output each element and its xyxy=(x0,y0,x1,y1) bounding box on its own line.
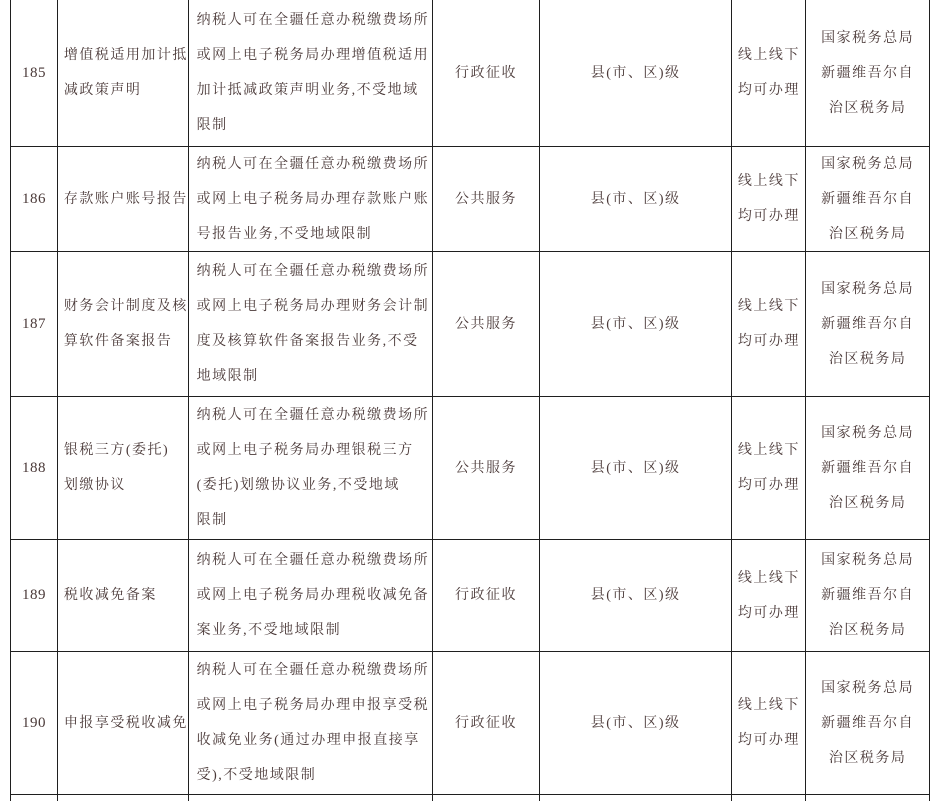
cell-description xyxy=(189,252,433,396)
cell-authority xyxy=(806,795,929,801)
authority-line: 国家税务总局 xyxy=(821,30,915,46)
cell-description xyxy=(189,540,433,651)
channel-line: 线上线下 xyxy=(737,698,800,713)
authority-line: 新疆维吾尔自 xyxy=(821,191,915,207)
authority-line: 治区税务局 xyxy=(828,495,907,511)
level-label: 县(市、区)级 xyxy=(590,588,681,603)
cell-category xyxy=(433,147,540,251)
cell-item-name xyxy=(58,147,189,251)
description-line: 受),不受地域限制 xyxy=(196,768,317,783)
description-line: 或网上电子税务局办理税收减免备 xyxy=(196,588,430,603)
cell-item-name xyxy=(58,540,189,651)
authority-line: 国家税务总局 xyxy=(821,553,915,568)
channel-line: 均可办理 xyxy=(737,605,800,621)
description-line: 或网上电子税务局办理财务会计制 xyxy=(196,299,430,314)
level-label: 县(市、区)级 xyxy=(590,65,681,81)
description-line: 限制 xyxy=(196,513,228,528)
channel-line: 均可办理 xyxy=(737,83,800,98)
item-name-line: 减政策声明 xyxy=(63,83,142,98)
item-name-line: 增值税适用加计抵 xyxy=(63,48,188,63)
authority-line: 治区税务局 xyxy=(828,750,907,766)
cell-description xyxy=(189,147,433,251)
cell-level xyxy=(540,795,733,801)
cell-number xyxy=(11,652,58,794)
description-line: 或网上电子税务局办理申报享受税 xyxy=(196,698,430,713)
channel-line: 线上线下 xyxy=(737,174,800,189)
cell-category xyxy=(433,540,540,651)
authority-line: 国家税务总局 xyxy=(821,156,915,172)
category-label: 行政征收 xyxy=(454,65,517,81)
description-line: 或网上电子税务局办理增值税适用 xyxy=(196,48,430,63)
cell-number xyxy=(11,147,58,251)
authority-line: 新疆维吾尔自 xyxy=(821,65,915,81)
item-name-line: 划缴协议 xyxy=(63,478,126,493)
description-line: 或网上电子税务局办理存款账户账 xyxy=(196,191,430,207)
cell-channel xyxy=(732,0,806,146)
description-line: 号报告业务,不受地域限制 xyxy=(196,226,373,242)
description-line: 或网上电子税务局办理银税三方 xyxy=(196,443,414,458)
channel-line: 均可办理 xyxy=(737,334,800,349)
item-name-line: 存款账户账号报告 xyxy=(63,191,188,207)
channel-line: 均可办理 xyxy=(737,209,800,224)
cell-description xyxy=(189,397,433,539)
channel-line: 线上线下 xyxy=(737,443,800,458)
description-line: 加计抵减政策声明业务,不受地域 xyxy=(196,83,419,98)
cell-number xyxy=(11,540,58,651)
authority-line: 治区税务局 xyxy=(828,100,907,116)
description-line: 纳税人可在全疆任意办税缴费场所 xyxy=(196,408,430,423)
row-number: 187 xyxy=(21,315,46,332)
authority-line: 国家税务总局 xyxy=(821,680,915,696)
category-label: 行政征收 xyxy=(454,588,517,603)
authority-line: 国家税务总局 xyxy=(821,425,915,441)
cell-item-name xyxy=(58,252,189,396)
cell-item-name xyxy=(58,397,189,539)
table-row xyxy=(11,147,929,252)
cell-authority xyxy=(806,652,929,794)
cell-level xyxy=(540,397,733,539)
category-label: 公共服务 xyxy=(454,191,517,207)
cell-authority xyxy=(806,0,929,146)
cell-level xyxy=(540,540,733,651)
channel-line: 均可办理 xyxy=(737,733,800,748)
cell-number xyxy=(11,252,58,396)
row-number: 186 xyxy=(21,190,46,207)
cell-channel xyxy=(732,540,806,651)
authority-line: 治区税务局 xyxy=(828,351,907,367)
cell-category xyxy=(433,252,540,396)
item-name-line: 银税三方(委托) xyxy=(63,443,170,458)
table-row xyxy=(11,397,929,540)
item-name-line: 申报享受税收减免 xyxy=(63,715,188,731)
cell-authority xyxy=(806,397,929,539)
row-number: 185 xyxy=(21,64,46,81)
table-row-partial xyxy=(11,795,929,801)
cell-category xyxy=(433,0,540,146)
row-number: 189 xyxy=(21,587,46,603)
cell-channel xyxy=(732,397,806,539)
cell-channel xyxy=(732,652,806,794)
description-line: 限制 xyxy=(196,118,228,133)
category-label: 公共服务 xyxy=(454,460,517,476)
category-label: 公共服务 xyxy=(454,316,517,332)
authority-line: 治区税务局 xyxy=(828,226,907,242)
cell-number xyxy=(11,795,58,801)
authority-line: 新疆维吾尔自 xyxy=(821,316,915,332)
cell-item-name xyxy=(58,652,189,794)
cell-category xyxy=(433,652,540,794)
authority-line: 新疆维吾尔自 xyxy=(821,588,915,603)
authority-line: 国家税务总局 xyxy=(821,281,915,297)
channel-line: 线上线下 xyxy=(737,48,800,63)
cell-number xyxy=(11,397,58,539)
description-line: 纳税人可在全疆任意办税缴费场所 xyxy=(196,663,430,678)
item-name-line: 税收减免备案 xyxy=(63,588,157,603)
cell-level xyxy=(540,652,733,794)
cell-category xyxy=(433,795,540,801)
description-line: 度及核算软件备案报告业务,不受 xyxy=(196,334,419,349)
level-label: 县(市、区)级 xyxy=(590,191,681,207)
table-row xyxy=(11,540,929,652)
authority-line: 新疆维吾尔自 xyxy=(821,715,915,731)
cell-channel xyxy=(732,795,806,801)
table-row xyxy=(11,0,929,147)
item-name-line: 财务会计制度及核 xyxy=(63,299,188,314)
description-line: 纳税人可在全疆任意办税缴费场所 xyxy=(196,13,430,28)
cell-description xyxy=(189,652,433,794)
level-label: 县(市、区)级 xyxy=(590,715,681,731)
channel-line: 线上线下 xyxy=(737,299,800,314)
table-row xyxy=(11,652,929,795)
description-line: 纳税人可在全疆任意办税缴费场所 xyxy=(196,156,430,172)
category-label: 行政征收 xyxy=(454,715,517,731)
authority-line: 新疆维吾尔自 xyxy=(821,460,915,476)
tax-service-table xyxy=(10,0,930,801)
item-name-line: 算软件备案报告 xyxy=(63,334,173,349)
cell-channel xyxy=(732,252,806,396)
cell-channel xyxy=(732,147,806,251)
cell-authority xyxy=(806,540,929,651)
channel-line: 均可办理 xyxy=(737,478,800,493)
description-line: (委托)划缴协议业务,不受地域 xyxy=(196,478,400,493)
description-line: 案业务,不受地域限制 xyxy=(196,623,342,638)
cell-number xyxy=(11,0,58,146)
channel-line: 线上线下 xyxy=(737,570,800,586)
cell-description xyxy=(189,0,433,146)
cell-level xyxy=(540,147,733,251)
row-number: 188 xyxy=(21,459,46,476)
description-line: 地域限制 xyxy=(196,369,259,384)
cell-level xyxy=(540,252,733,396)
level-label: 县(市、区)级 xyxy=(590,460,681,476)
cell-category xyxy=(433,397,540,539)
table-row xyxy=(11,252,929,397)
level-label: 县(市、区)级 xyxy=(590,316,681,332)
cell-description xyxy=(189,795,433,801)
cell-authority xyxy=(806,147,929,251)
authority-line: 治区税务局 xyxy=(828,623,907,638)
description-line: 纳税人可在全疆任意办税缴费场所 xyxy=(196,264,430,279)
cell-authority xyxy=(806,252,929,396)
cell-item-name xyxy=(58,795,189,801)
cell-level xyxy=(540,0,733,146)
description-line: 纳税人可在全疆任意办税缴费场所 xyxy=(196,553,430,568)
description-line: 收减免业务(通过办理申报直接享 xyxy=(196,733,420,748)
cell-item-name xyxy=(58,0,189,146)
row-number: 190 xyxy=(21,714,46,731)
